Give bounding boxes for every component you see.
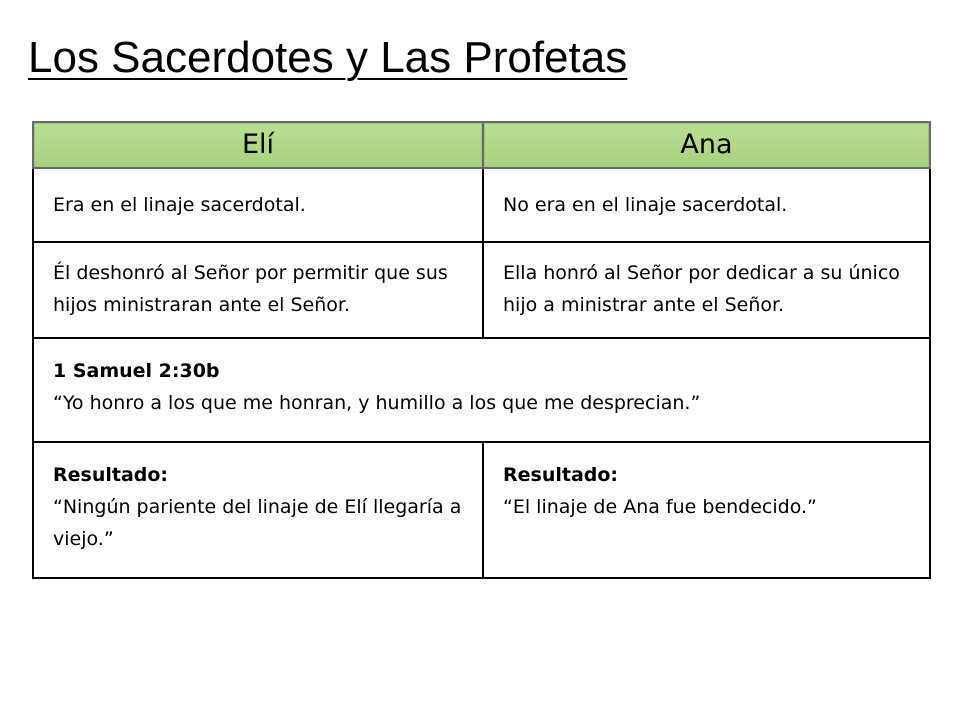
ana-result-cell	[483, 442, 930, 578]
table-header-row	[33, 122, 930, 168]
scripture-reference: 1 Samuel 2:30b	[53, 360, 220, 382]
slide-title: Los Sacerdotes y Las Profetas	[28, 33, 628, 82]
ana-lineage-cell: No era en el linaje sacerdotal.	[483, 168, 930, 242]
eli-result-text: “Ningún pariente del linaje de Elí llegaría a viejo.”	[53, 496, 462, 550]
eli-result-cell	[33, 442, 483, 578]
eli-lineage-cell: Era en el linaje sacerdotal.	[33, 168, 483, 242]
ana-action-cell: Ella honró al Señor por dedicar a su único hijo a ministrar ante el Señor.	[483, 242, 930, 338]
scripture-quote: “Yo honro a los que me honran, y humillo a los que me desprecian.”	[53, 392, 701, 414]
eli-action-cell: Él deshonró al Señor por permitir que sus hijos ministraran ante el Señor.	[33, 242, 483, 338]
table-row	[33, 242, 930, 338]
scripture-cell	[33, 338, 930, 442]
header-eli: Elí	[33, 122, 483, 168]
table-row	[33, 168, 930, 242]
comparison-table	[32, 121, 931, 579]
scripture-row	[33, 338, 930, 442]
ana-result-text: “El linaje de Ana fue bendecido.”	[503, 496, 817, 518]
result-row	[33, 442, 930, 578]
header-ana: Ana	[483, 122, 930, 168]
ana-result-label: Resultado:	[503, 464, 619, 486]
eli-result-label: Resultado:	[53, 464, 169, 486]
